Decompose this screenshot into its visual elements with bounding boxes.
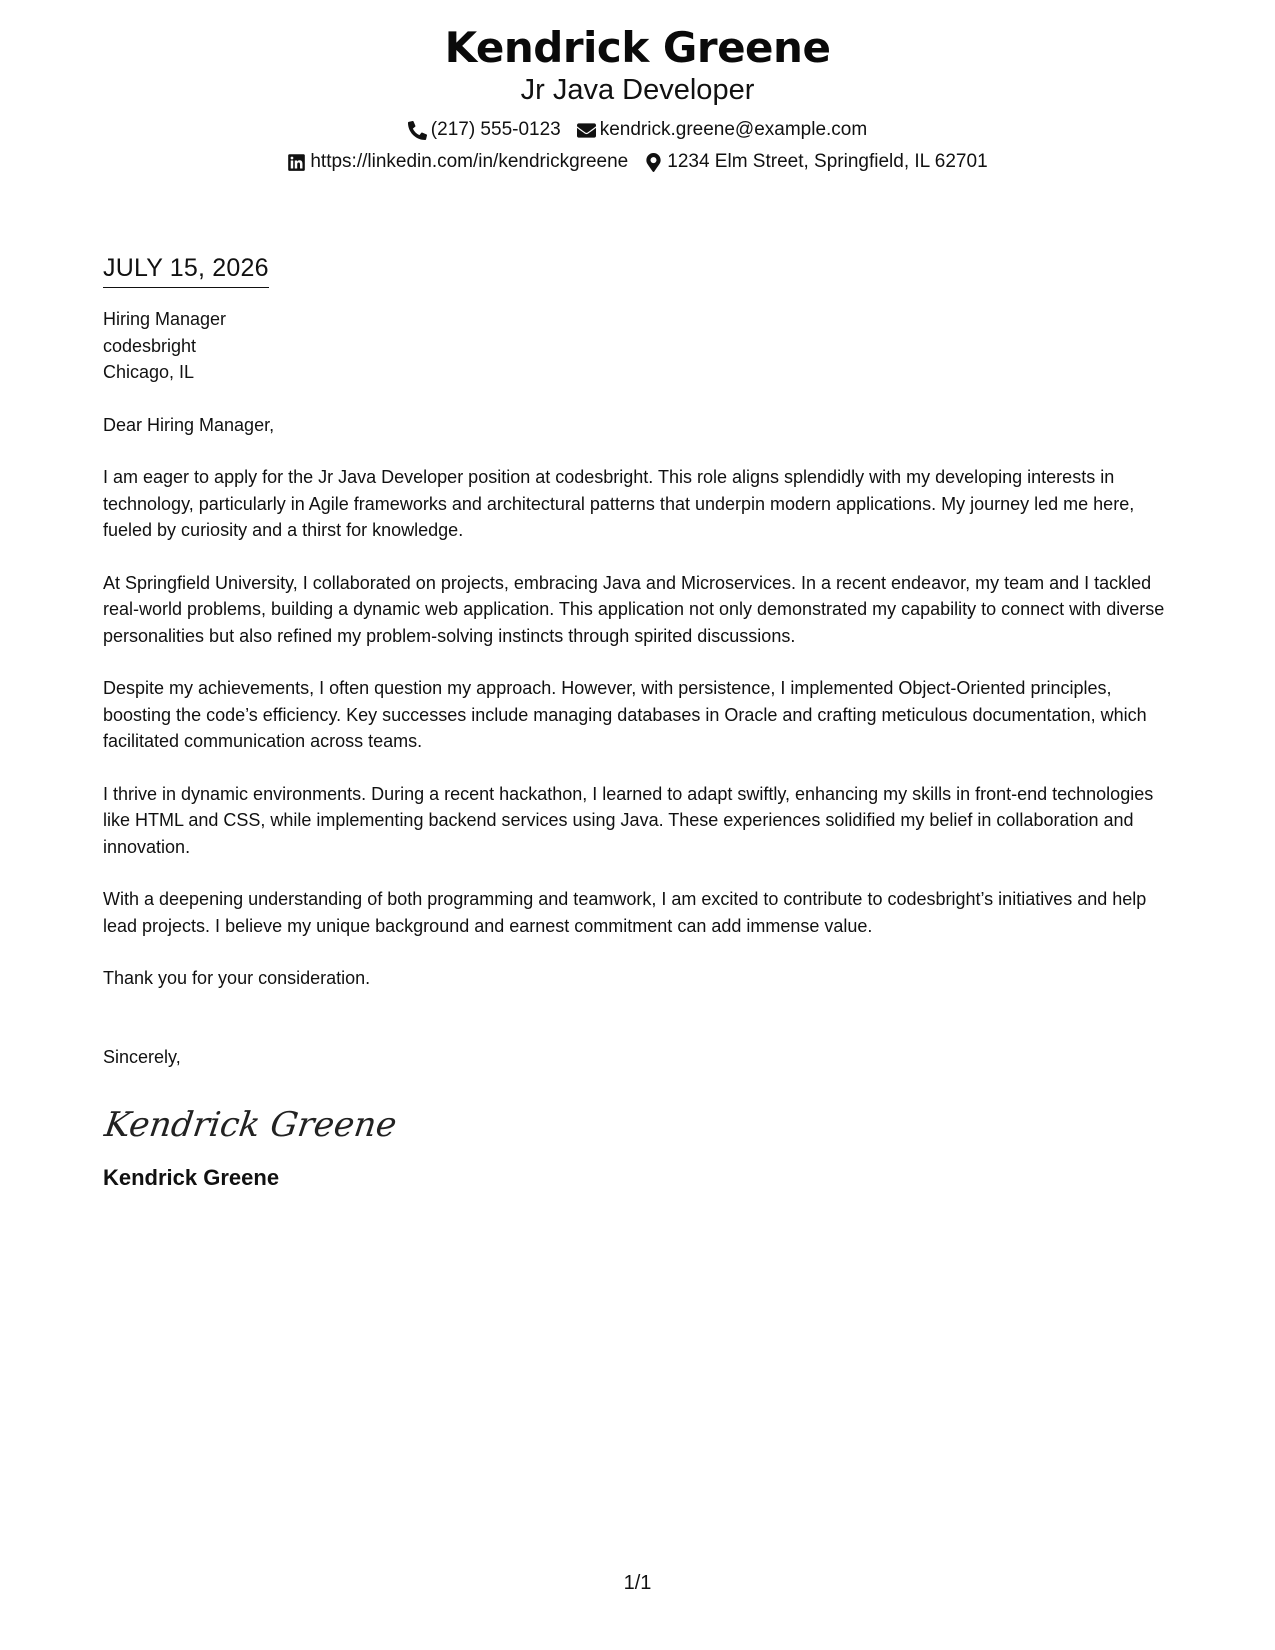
recipient-name: Hiring Manager — [103, 309, 227, 329]
body-paragraph: Despite my achievements, I often question my approach. However, with persistence, I implemented Object-Oriented principles, boosting the code’s efficiency. Key successes include managing databases in Oracle and crafting meticulous documentation, which facilitated communication across teams. — [103, 678, 1147, 751]
envelope-icon — [577, 121, 596, 140]
page-number: 1/1 — [623, 1572, 652, 1594]
email-contact — [577, 118, 867, 142]
applicant-name: Kendrick Greene — [444, 23, 831, 72]
phone-number: (217) 555-0123 — [430, 119, 561, 140]
contact-row-secondary — [0, 150, 1275, 174]
phone-icon — [408, 121, 427, 140]
body-paragraph: At Springfield University, I collaborated on projects, embracing Java and Microservices. In a recent endeavor, my team and I tackled real-world problems, building a dynamic web application. This application not only demonstrated my capability to connect with diverse personalities but also refined my problem-solving instincts through spirited discussions. — [103, 572, 1165, 646]
recipient-block — [103, 306, 1173, 386]
phone-contact — [408, 118, 561, 142]
address-contact — [644, 150, 987, 174]
sign-off: Sincerely, — [103, 1046, 181, 1067]
handwritten-signature — [103, 1096, 1173, 1152]
linkedin-url[interactable]: https://linkedin.com/in/kendrickgreene — [310, 151, 629, 172]
body-paragraph: With a deepening understanding of both programming and teamwork, I am excited to contribute to codesbright’s initiatives and help lead projects. I believe my unique background and earnest commitment can add immense value. — [103, 889, 1147, 936]
email-address[interactable]: kendrick.greene@example.com — [599, 119, 868, 140]
contact-row-primary — [0, 118, 1275, 142]
linkedin-contact — [287, 150, 628, 174]
signature-text: Kendrick Greene — [102, 1105, 400, 1145]
linkedin-icon — [287, 153, 306, 172]
recipient-location: Chicago, IL — [103, 362, 195, 382]
body-paragraph: I am eager to apply for the Jr Java Developer position at codesbright. This role aligns splendidly with my developing interests in technology, particularly in Agile frameworks and architectural patterns that underpin modern applications. My journey led me here, fueled by curiosity and a thirst for knowledge. — [103, 467, 1135, 540]
letter-body — [103, 252, 1173, 1192]
job-title: Jr Java Developer — [520, 74, 755, 106]
map-marker-icon — [644, 153, 663, 172]
street-address: 1234 Elm Street, Springfield, IL 62701 — [667, 151, 988, 172]
letter-date: JULY 15, 2026 — [103, 252, 269, 288]
signature-image — [102, 1096, 400, 1152]
body-paragraph: I thrive in dynamic environments. During a recent hackathon, I learned to adapt swiftly, enhancing my skills in front-end technologies like HTML and CSS, while implementing backend services using Java. These experiences solidified my belief in collaboration and innovation. — [103, 783, 1154, 857]
letter-header — [0, 22, 1275, 174]
salutation: Dear Hiring Manager, — [103, 414, 275, 435]
closing-line: Thank you for your consideration. — [103, 968, 371, 988]
signer-name: Kendrick Greene — [103, 1165, 280, 1190]
recipient-company: codesbright — [103, 335, 197, 356]
